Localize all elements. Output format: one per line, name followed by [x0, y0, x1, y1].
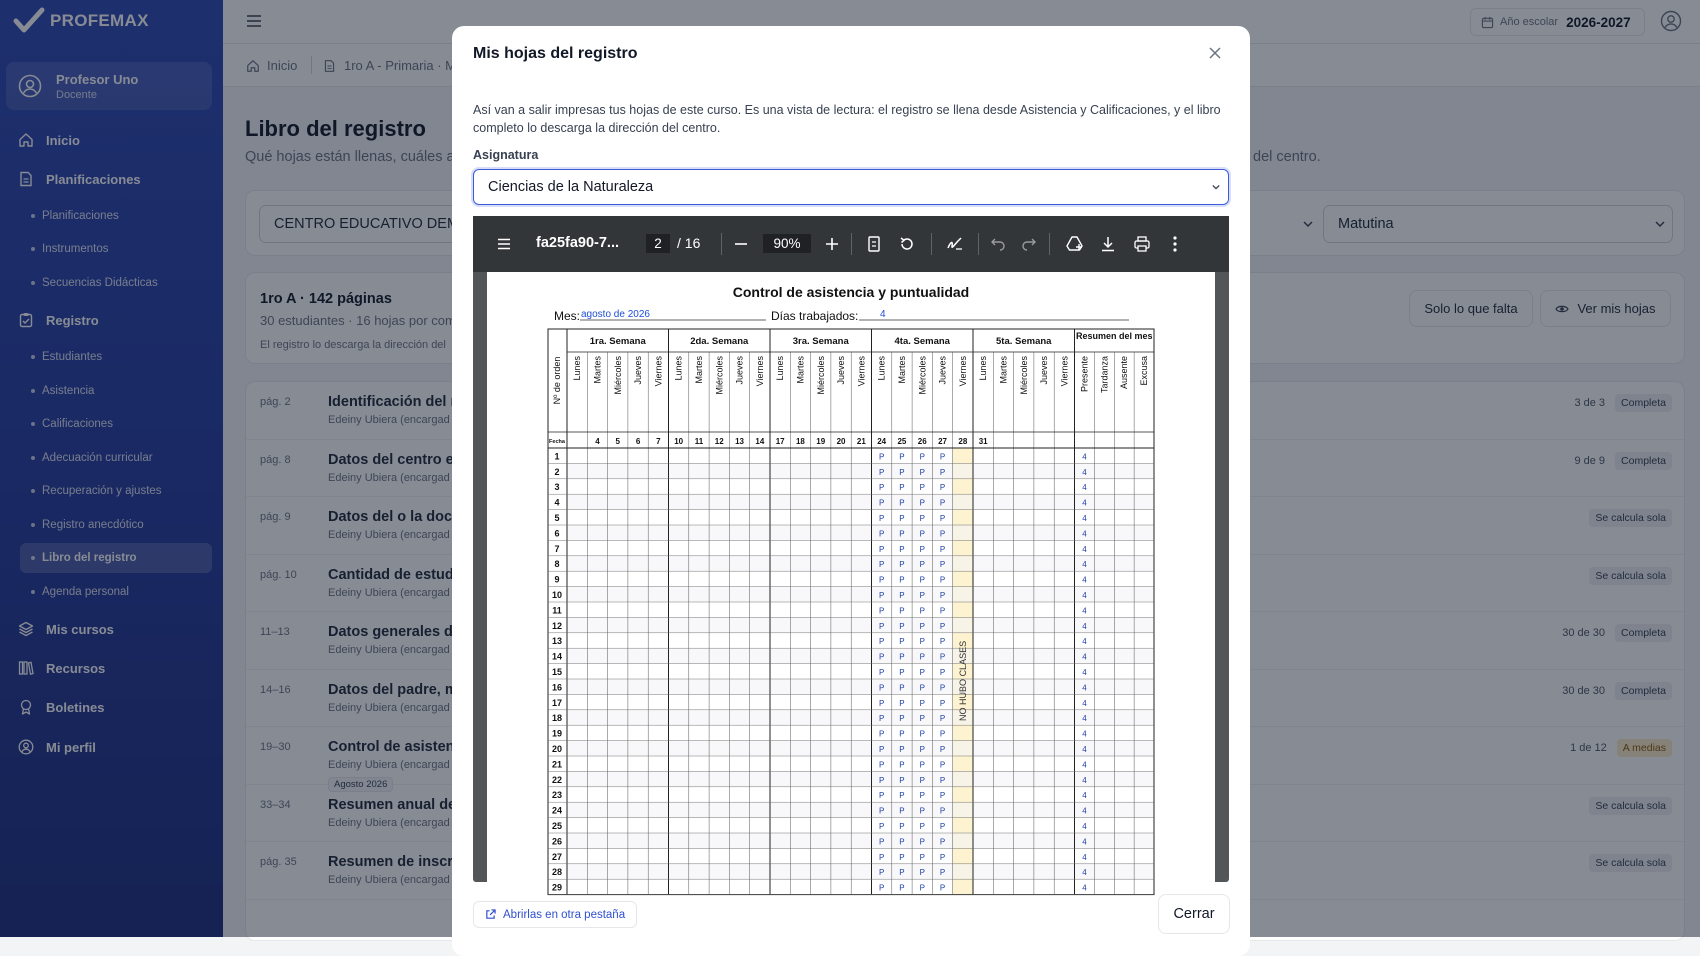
attendance-mark: P	[939, 483, 946, 493]
redo-icon[interactable]	[1022, 238, 1036, 250]
present-count: 4	[1082, 483, 1087, 493]
present-count: 4	[1082, 498, 1087, 508]
order-number: 24	[551, 805, 563, 816]
present-count: 4	[1082, 852, 1087, 862]
order-number: 23	[551, 790, 563, 801]
attendance-mark: P	[878, 868, 885, 878]
attendance-mark: P	[878, 483, 885, 493]
open-in-new-tab-button[interactable]	[473, 901, 637, 928]
attendance-mark: P	[919, 529, 925, 539]
attendance-mark: P	[878, 745, 885, 754]
attendance-mark: P	[919, 668, 925, 677]
date-label: 25	[897, 437, 907, 446]
present-count: 4	[1082, 683, 1087, 693]
day-header: Miércoles	[815, 356, 826, 395]
attendance-mark: P	[919, 575, 925, 585]
month-value: agosto de 2026	[581, 309, 650, 320]
day-header: Viernes	[957, 356, 968, 387]
date-label: 20	[836, 437, 846, 446]
close-button-label: Cerrar	[1173, 906, 1215, 922]
attendance-mark: P	[919, 883, 925, 893]
attendance-mark: P	[939, 837, 946, 847]
present-count: 4	[1082, 714, 1087, 724]
row-shade	[567, 864, 1154, 879]
attendance-mark: P	[919, 591, 925, 600]
attendance-mark: P	[878, 498, 885, 508]
order-number: 1	[554, 451, 560, 462]
day-header: Martes	[592, 356, 603, 384]
order-number: 17	[551, 697, 563, 708]
attendance-mark: P	[899, 729, 905, 739]
attendance-mark: P	[899, 775, 905, 785]
order-number: 12	[551, 620, 563, 631]
date-label: 31	[978, 437, 988, 446]
fit-page-icon[interactable]	[868, 236, 880, 252]
attendance-mark: P	[939, 822, 946, 831]
attendance-mark: P	[919, 560, 925, 570]
attendance-mark: P	[939, 560, 946, 570]
present-count: 4	[1082, 760, 1087, 770]
pdf-page-total: / 16	[677, 235, 701, 251]
order-number: 13	[551, 636, 563, 647]
order-number: 28	[551, 867, 563, 878]
attendance-mark: P	[919, 760, 925, 770]
day-header: Martes	[998, 356, 1009, 384]
present-count: 4	[1082, 591, 1087, 600]
attendance-mark: P	[899, 467, 905, 477]
pdf-filename: fa25fa90-7...	[536, 235, 620, 251]
attendance-mark: P	[919, 868, 925, 878]
date-label: 17	[775, 437, 785, 446]
order-number: 25	[551, 821, 563, 831]
day-header: Miércoles	[612, 356, 623, 395]
present-count: 4	[1082, 806, 1087, 816]
attendance-mark: P	[899, 837, 905, 847]
present-count: 4	[1082, 575, 1087, 585]
order-number: 27	[551, 851, 563, 862]
attendance-mark: P	[899, 483, 905, 493]
attendance-mark: P	[878, 791, 885, 801]
toolbar-divider	[931, 233, 932, 255]
attendance-mark: P	[919, 683, 925, 693]
pdf-page	[487, 272, 1215, 892]
order-number: 6	[554, 528, 560, 539]
month-label: Mes:	[554, 309, 581, 323]
day-header: Lunes	[876, 356, 887, 381]
row-shade	[567, 617, 1154, 632]
pdf-page-input[interactable]: 2	[646, 234, 670, 253]
toolbar-divider	[721, 233, 722, 255]
attendance-mark: P	[939, 498, 946, 508]
present-count: 4	[1082, 467, 1087, 477]
date-label: 28	[958, 437, 968, 446]
day-header: Martes	[896, 356, 907, 384]
order-number: 26	[551, 836, 563, 847]
attendance-mark: P	[878, 698, 885, 708]
drive-add-icon[interactable]	[1066, 236, 1084, 252]
attendance-mark: P	[919, 745, 925, 754]
no-class-label: NO HUBO CLASES	[957, 640, 968, 721]
order-number: 2	[554, 466, 560, 477]
summary-col-header: Excusa	[1139, 356, 1150, 386]
subject-label: Asignatura	[473, 148, 539, 162]
order-number: 4	[554, 497, 560, 508]
attendance-mark: P	[939, 852, 946, 862]
sheets-modal	[452, 26, 1250, 956]
day-header: Miércoles	[714, 356, 725, 395]
week-header: 1ra. Semana	[589, 336, 646, 347]
row-shade	[567, 525, 1154, 540]
date-label: 11	[694, 437, 704, 446]
attendance-sheet	[487, 272, 1215, 893]
order-number: 22	[551, 774, 563, 785]
attendance-mark: P	[899, 683, 905, 693]
row-shade	[567, 679, 1154, 694]
order-number: 29	[551, 882, 563, 893]
attendance-mark: P	[878, 452, 885, 462]
attendance-mark: P	[919, 637, 925, 647]
attendance-mark: P	[878, 668, 885, 677]
attendance-mark: P	[899, 560, 905, 570]
attendance-mark: P	[919, 452, 925, 462]
zoom-out-icon[interactable]	[735, 243, 747, 245]
present-count: 4	[1082, 529, 1087, 539]
attendance-mark: P	[878, 652, 885, 662]
date-label: 24	[877, 437, 887, 446]
present-count: 4	[1082, 621, 1087, 631]
subject-select-value: Ciencias de la Naturaleza	[488, 179, 654, 195]
attendance-mark: P	[939, 467, 946, 477]
attendance-mark: P	[878, 775, 885, 785]
day-header: Viernes	[856, 356, 867, 387]
undo-icon[interactable]	[991, 238, 1005, 250]
attendance-mark: P	[919, 791, 925, 801]
attendance-mark: P	[919, 775, 925, 785]
attendance-mark: P	[878, 575, 885, 585]
attendance-mark: P	[919, 714, 925, 724]
attendance-mark: P	[899, 883, 905, 893]
attendance-mark: P	[939, 760, 946, 770]
attendance-mark: P	[899, 806, 905, 816]
attendance-mark: P	[899, 637, 905, 647]
attendance-mark: P	[899, 452, 905, 462]
toolbar-divider	[851, 233, 852, 255]
attendance-mark: P	[919, 606, 925, 616]
attendance-mark: P	[899, 591, 905, 600]
more-options-icon[interactable]	[1173, 236, 1177, 252]
day-header: Viernes	[1059, 356, 1070, 387]
day-header: Lunes	[978, 356, 989, 381]
attendance-mark: P	[899, 652, 905, 662]
attendance-mark: P	[939, 621, 946, 631]
attendance-mark: P	[939, 668, 946, 677]
attendance-mark: P	[939, 791, 946, 801]
day-header: Jueves	[836, 356, 847, 385]
row-shade	[567, 710, 1154, 725]
present-count: 4	[1082, 698, 1087, 708]
summary-col-header: Ausente	[1119, 356, 1130, 390]
attendance-mark: P	[919, 822, 925, 831]
present-count: 4	[1082, 452, 1087, 462]
day-header: Jueves	[937, 356, 948, 385]
week-header: 3ra. Semana	[792, 336, 849, 347]
attendance-mark: P	[919, 498, 925, 508]
day-header: Viernes	[653, 356, 664, 387]
day-header: Martes	[693, 356, 704, 384]
present-count: 4	[1082, 791, 1087, 801]
attendance-mark: P	[939, 606, 946, 616]
row-shade	[567, 556, 1154, 571]
sheet-title: Control de asistencia y puntualidad	[732, 284, 970, 300]
attendance-mark: P	[919, 544, 925, 554]
attendance-mark: P	[939, 729, 946, 739]
attendance-mark: P	[939, 637, 946, 647]
attendance-mark: P	[939, 745, 946, 754]
order-number: 20	[551, 744, 563, 754]
attendance-mark: P	[939, 806, 946, 816]
day-header: Lunes	[572, 356, 583, 381]
toolbar-divider	[978, 233, 979, 255]
day-header: Lunes	[673, 356, 684, 381]
week-header: 4ta. Semana	[894, 336, 950, 347]
attendance-mark: P	[939, 683, 946, 693]
row-shade	[567, 833, 1154, 848]
order-number: 18	[551, 713, 563, 724]
order-number: 5	[554, 513, 560, 523]
order-number: 11	[552, 605, 562, 616]
date-label: 18	[795, 437, 805, 446]
day-header: Jueves	[633, 356, 644, 385]
attendance-mark: P	[878, 514, 885, 523]
order-number: 10	[551, 590, 563, 600]
present-count: 4	[1082, 775, 1087, 785]
order-number: 19	[551, 728, 563, 739]
print-icon[interactable]	[1134, 236, 1150, 252]
date-label: 5	[615, 437, 620, 446]
present-count: 4	[1082, 868, 1087, 878]
row-shade	[567, 463, 1154, 478]
attendance-mark: P	[899, 822, 905, 831]
attendance-mark: P	[919, 806, 925, 816]
attendance-mark: P	[939, 775, 946, 785]
attendance-mark: P	[899, 745, 905, 754]
order-number: 14	[551, 651, 563, 662]
date-label: 12	[714, 437, 724, 446]
order-number: 9	[554, 574, 560, 585]
zoom-in-icon[interactable]	[826, 238, 838, 250]
pdf-zoom-input[interactable]: 90%	[763, 234, 811, 253]
date-label: 10	[674, 437, 684, 446]
download-icon[interactable]	[1101, 236, 1115, 252]
attendance-mark: P	[878, 637, 885, 647]
day-header: Martes	[795, 356, 806, 384]
day-header: Jueves	[734, 356, 745, 385]
present-count: 4	[1082, 745, 1087, 754]
pdf-viewer[interactable]	[473, 216, 1229, 893]
date-label: 7	[656, 437, 661, 446]
date-label: 19	[816, 437, 826, 446]
date-label: 13	[735, 437, 745, 446]
row-shade	[567, 494, 1154, 509]
attendance-mark: P	[919, 621, 925, 631]
attendance-mark: P	[899, 852, 905, 862]
attendance-mark: P	[878, 837, 885, 847]
date-label: 4	[595, 437, 600, 446]
day-header: Jueves	[1039, 356, 1050, 385]
present-count: 4	[1082, 729, 1087, 739]
external-link-icon	[485, 909, 496, 920]
summary-col-header: Tardanza	[1099, 356, 1110, 394]
order-number: 7	[554, 543, 560, 554]
attendance-mark: P	[899, 498, 905, 508]
attendance-mark: P	[899, 760, 905, 770]
pdf-toolbar	[473, 216, 1229, 272]
week-header: 5ta. Semana	[996, 336, 1052, 347]
attendance-mark: P	[919, 467, 925, 477]
worked-days-value: 4	[880, 309, 886, 320]
attendance-mark: P	[939, 514, 946, 523]
rotate-icon[interactable]	[899, 236, 915, 252]
attendance-mark: P	[899, 544, 905, 554]
attendance-mark: P	[878, 621, 885, 631]
order-number: 15	[551, 667, 563, 677]
date-label: 21	[856, 437, 866, 446]
menu-icon[interactable]	[497, 238, 511, 250]
attendance-mark: P	[899, 714, 905, 724]
attendance-mark: P	[878, 806, 885, 816]
week-header: 2da. Semana	[690, 336, 749, 347]
row-shade	[567, 741, 1154, 756]
attendance-mark: P	[939, 575, 946, 585]
attendance-mark: P	[878, 606, 885, 616]
date-label: 27	[938, 437, 948, 446]
attendance-mark: P	[899, 606, 905, 616]
present-count: 4	[1082, 822, 1087, 831]
day-header: Viernes	[754, 356, 765, 387]
attendance-mark: P	[919, 514, 925, 523]
worked-days-label: Días trabajados:	[771, 309, 859, 323]
attendance-mark: P	[899, 514, 905, 523]
attendance-mark: P	[939, 698, 946, 708]
attendance-mark: P	[878, 714, 885, 724]
attendance-mark: P	[939, 714, 946, 724]
attendance-mark: P	[878, 467, 885, 477]
attendance-mark: P	[878, 683, 885, 693]
attendance-mark: P	[939, 883, 946, 893]
attendance-mark: P	[939, 544, 946, 554]
attendance-mark: P	[878, 729, 885, 739]
present-count: 4	[1082, 544, 1087, 554]
date-label: 26	[917, 437, 927, 446]
present-count: 4	[1082, 883, 1087, 893]
attendance-mark: P	[939, 452, 946, 462]
close-icon[interactable]	[1208, 46, 1222, 60]
annotate-icon[interactable]	[947, 237, 963, 251]
present-count: 4	[1082, 652, 1087, 662]
attendance-mark: P	[899, 668, 905, 677]
close-button[interactable]	[1158, 894, 1230, 934]
attendance-mark: P	[919, 837, 925, 847]
attendance-mark: P	[878, 591, 885, 600]
attendance-mark: P	[878, 883, 885, 893]
attendance-mark: P	[878, 852, 885, 862]
attendance-mark: P	[919, 652, 925, 662]
summary-header: Resumen del mes	[1075, 331, 1153, 341]
row-shade	[567, 802, 1154, 817]
attendance-mark: P	[878, 544, 885, 554]
attendance-mark: P	[899, 575, 905, 585]
order-number: 3	[554, 482, 560, 493]
order-number: 16	[551, 682, 563, 693]
attendance-mark: P	[878, 560, 885, 570]
row-shade	[567, 648, 1154, 663]
attendance-mark: P	[919, 483, 925, 493]
attendance-mark: P	[939, 591, 946, 600]
attendance-mark: P	[919, 729, 925, 739]
day-header: Miércoles	[917, 356, 928, 395]
row-shade	[567, 587, 1154, 602]
attendance-mark: P	[939, 652, 946, 662]
day-header: Miércoles	[1018, 356, 1029, 395]
present-count: 4	[1082, 668, 1087, 677]
subject-select[interactable]	[473, 169, 1229, 205]
attendance-mark: P	[899, 791, 905, 801]
attendance-mark: P	[899, 621, 905, 631]
row-shade	[567, 771, 1154, 786]
present-count: 4	[1082, 637, 1087, 647]
present-count: 4	[1082, 514, 1087, 523]
summary-col-header: Presente	[1079, 356, 1090, 393]
modal-title: Mis hojas del registro	[473, 45, 638, 62]
date-header: Fecha	[549, 439, 565, 445]
attendance-mark: P	[939, 868, 946, 878]
present-count: 4	[1082, 560, 1087, 570]
attendance-mark: P	[899, 698, 905, 708]
date-label: 14	[755, 437, 765, 446]
toolbar-divider	[1049, 233, 1050, 255]
attendance-mark: P	[878, 760, 885, 770]
attendance-mark: P	[919, 852, 925, 862]
attendance-mark: P	[899, 868, 905, 878]
date-label: 6	[635, 437, 641, 446]
day-header: Lunes	[775, 356, 786, 381]
chevron-down-icon	[1211, 183, 1221, 191]
attendance-mark: P	[939, 529, 946, 539]
attendance-mark: P	[878, 529, 885, 539]
attendance-mark: P	[919, 698, 925, 708]
present-count: 4	[1082, 606, 1087, 616]
attendance-mark: P	[899, 529, 905, 539]
order-header: Nº de orden	[552, 356, 562, 405]
present-count: 4	[1082, 837, 1087, 847]
order-number: 21	[551, 759, 563, 770]
attendance-mark: P	[878, 822, 885, 831]
modal-description: Así van a salir impresas tus hojas de este curso. Es una vista de lectura: el registro se llena desde Asistencia y Calificaciones, y el libro completo lo descarga la dirección del centro.	[473, 103, 1221, 135]
open-in-new-tab-label: Abrirlas en otra pestaña	[503, 908, 626, 921]
order-number: 8	[554, 559, 560, 570]
